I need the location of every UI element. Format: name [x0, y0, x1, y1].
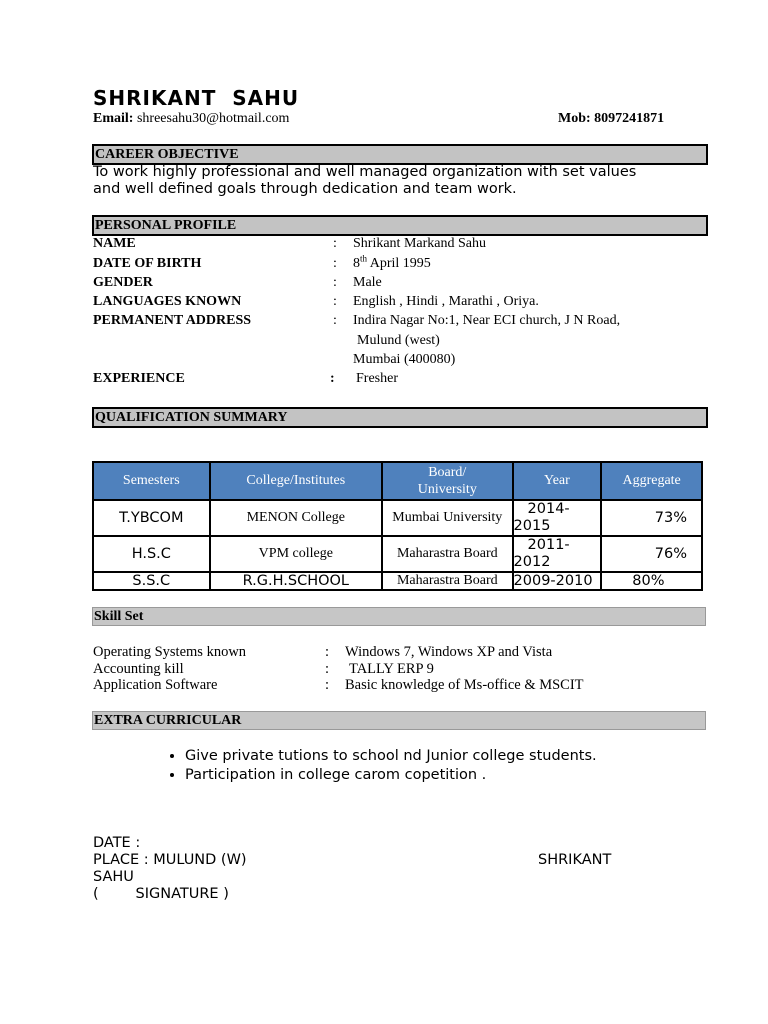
year-start: 2011- [527, 537, 570, 553]
cell-semester: T.YBCOM [93, 500, 210, 536]
profile-value: English , Hindi , Marathi , Oriya. [353, 294, 539, 309]
table-row [93, 500, 702, 536]
cell-aggregate: 73% [601, 500, 702, 536]
career-objective-heading: CAREER OBJECTIVE [92, 144, 708, 165]
cell-board: Maharastra Board [382, 572, 512, 590]
dob-superscript: th [360, 253, 368, 264]
table-header-row [93, 462, 702, 500]
qualification-heading: QUALIFICATION SUMMARY [92, 407, 708, 428]
skill-colon: : [325, 677, 330, 693]
table-row [93, 536, 702, 572]
signature-name-part-1: SHRIKANT [538, 852, 612, 868]
signature-name-part-2: SAHU [93, 869, 134, 885]
skill-label: Application Software [93, 677, 218, 693]
mobile-value: 8097241871 [594, 111, 665, 126]
dob-day: 8 [353, 256, 360, 271]
email-line [93, 111, 289, 127]
profile-row-gender [0, 273, 768, 292]
profile-value [353, 254, 431, 273]
profile-row-name [0, 234, 768, 253]
cell-board: Maharastra Board [382, 536, 512, 572]
address-line-2: Mulund (west) [357, 333, 440, 348]
profile-label: LANGUAGES KNOWN [93, 294, 242, 309]
profile-colon: : [333, 275, 337, 290]
cell-semester: H.S.C [93, 536, 210, 572]
column-header-year: Year [513, 462, 602, 500]
column-header-aggregate: Aggregate [601, 462, 702, 500]
skill-value: Windows 7, Windows XP and Vista [345, 644, 553, 660]
list-item: • Participation in college carom copetition . [185, 766, 597, 785]
cell-aggregate: 76% [601, 536, 702, 572]
profile-row-experience [0, 369, 768, 388]
date-line: DATE : [93, 835, 141, 851]
skill-label: Accounting kill [93, 661, 184, 677]
profile-colon: : [333, 313, 337, 328]
skill-colon: : [325, 644, 330, 660]
skill-colon: : [325, 661, 330, 677]
skill-set-heading: Skill Set [92, 607, 706, 626]
profile-value: Fresher [356, 371, 398, 386]
profile-value: Indira Nagar No:1, Near ECI church, J N Road, [353, 313, 621, 328]
skill-value: TALLY ERP 9 [349, 661, 434, 677]
profile-row-dob [0, 254, 768, 273]
extra-curricular-list [160, 747, 597, 785]
career-objective-line-1: To work highly professional and well managed organization with set values [93, 164, 637, 180]
cell-college: R.G.H.SCHOOL [210, 572, 382, 590]
profile-colon: : [333, 236, 337, 251]
cell-aggregate: 80% [601, 572, 702, 590]
skill-label: Operating Systems known [93, 644, 247, 660]
skill-row [0, 644, 768, 661]
cell-year: 2009-2010 [513, 572, 602, 590]
place-line: PLACE : MULUND (W) [93, 852, 247, 868]
personal-profile-heading: PERSONAL PROFILE [92, 215, 708, 236]
career-objective-line-2: and well defined goals through dedication and team work. [93, 181, 517, 197]
profile-label: PERMANENT ADDRESS [93, 313, 252, 328]
profile-colon: : [330, 371, 335, 386]
column-header-college: College/Institutes [210, 462, 382, 500]
skill-row [0, 677, 768, 694]
list-item: • Give private tutions to school nd Junior college students. [185, 747, 597, 766]
email-value: shreesahu30@hotmail.com [136, 111, 290, 126]
profile-label: EXPERIENCE [93, 371, 185, 386]
cell-board: Mumbai University [382, 500, 512, 536]
signature-line: ( SIGNATURE ) [93, 886, 229, 902]
qualification-table [92, 461, 703, 591]
cell-college: MENON College [210, 500, 382, 536]
profile-row-address [0, 311, 768, 330]
candidate-name: SHRIKANT SAHU [93, 86, 300, 110]
column-header-semesters: Semesters [93, 462, 210, 500]
skill-row [0, 661, 768, 678]
career-objective-text [93, 164, 636, 198]
profile-label: DATE OF BIRTH [93, 256, 202, 271]
profile-value: Male [353, 275, 382, 290]
mobile-line [558, 111, 664, 127]
profile-colon: : [333, 294, 337, 309]
profile-value: Shrikant Markand Sahu [353, 236, 486, 251]
profile-label: GENDER [93, 275, 153, 290]
year-end: 2012 [513, 554, 551, 570]
skill-value: Basic knowledge of Ms-office & MSCIT [345, 677, 584, 693]
year-start: 2014- [527, 501, 570, 517]
profile-row-languages [0, 292, 768, 311]
dob-month-year: April 1995 [367, 256, 431, 271]
mobile-label: Mob: [558, 111, 591, 126]
cell-year [513, 500, 602, 536]
cell-college: VPM college [210, 536, 382, 572]
profile-colon: : [333, 256, 337, 271]
cell-semester: S.S.C [93, 572, 210, 590]
email-label: Email: [93, 111, 134, 126]
table-row [93, 572, 702, 590]
profile-label: NAME [93, 236, 136, 251]
year-end: 2015 [513, 518, 551, 534]
address-line-3: Mumbai (400080) [353, 352, 456, 367]
cell-year [513, 536, 602, 572]
extra-curricular-heading: EXTRA CURRICULAR [92, 711, 706, 730]
column-header-board: Board/ University [382, 462, 512, 500]
